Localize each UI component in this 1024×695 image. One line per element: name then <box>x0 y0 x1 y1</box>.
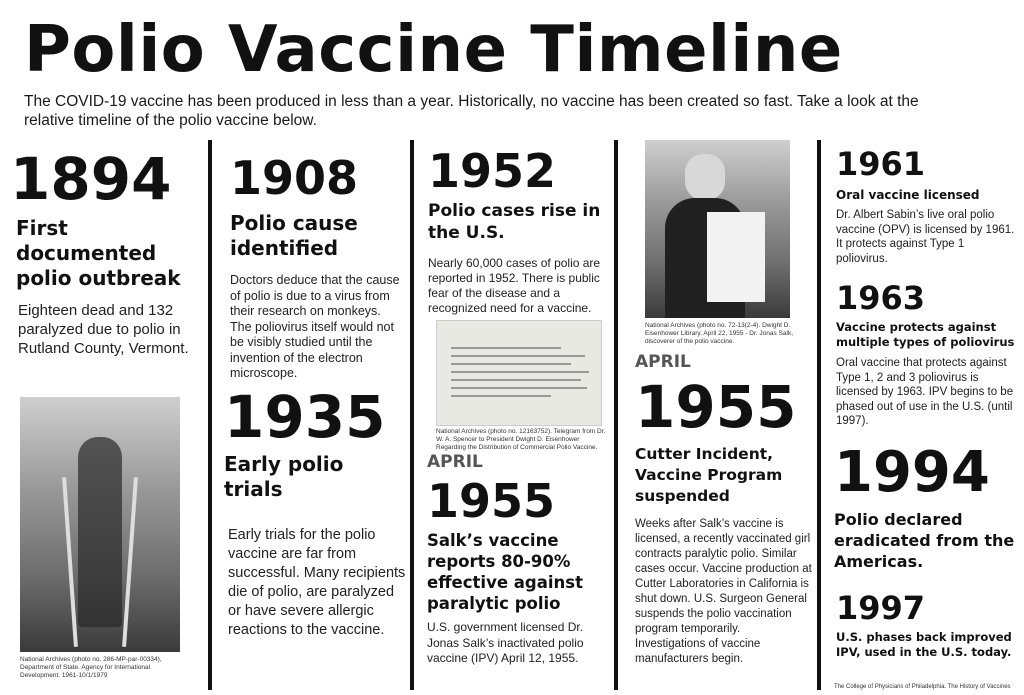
event-year: 1955 <box>427 474 556 528</box>
column-divider <box>614 140 618 690</box>
event-text: Dr. Albert Sabin’s live oral polio vaccine (OPV) is licensed by 1961. It protects against Type 1 poliovirus. <box>836 209 1015 265</box>
column-divider <box>817 140 821 690</box>
event-1952 <box>428 144 610 316</box>
document-line <box>451 379 581 381</box>
event-heading: Polio cause identified <box>230 211 358 260</box>
event-text: Nearly 60,000 cases of polio are reported in 1952. There is public fear of the disease and a recognized need for a vaccine. <box>428 256 601 315</box>
event-month: APRIL <box>427 452 483 472</box>
telegram-document-image <box>436 320 602 426</box>
intro-text: The COVID-19 vaccine has been produced in less than a year. Historically, no vaccine has been created so fast. Take a look at the relative timeline of the polio vaccine below. <box>24 93 919 129</box>
photo-crutch <box>122 477 138 647</box>
event-text: Eighteen dead and 132 paralyzed due to polio in Rutland County, Vermont. <box>18 302 189 357</box>
document-caption: National Archives (photo no. 12163752). Telegram from Dr. W. A. Spencer to President Dwight D. Eisenhower Regarding the Distribution of Commercial Polio Vaccine. <box>436 428 606 451</box>
document-line <box>451 387 587 389</box>
page-title: Polio Vaccine Timeline <box>24 13 843 87</box>
event-year: 1997 <box>836 589 926 627</box>
column-divider <box>410 140 414 690</box>
event-1955-cutter <box>635 352 813 667</box>
event-heading: Polio cases rise in the U.S. <box>428 201 601 243</box>
photo-figure <box>78 437 122 627</box>
event-1955-april <box>427 452 612 667</box>
event-text: U.S. government licensed Dr. Jonas Salk’s inactivated polio vaccine (IPV) April 12, 1955. <box>427 620 584 665</box>
photo-figure <box>685 154 725 200</box>
event-heading: Vaccine protects against multiple types of poliovirus <box>836 320 1015 349</box>
event-year: 1952 <box>428 144 557 198</box>
event-heading: First documented polio outbreak <box>16 216 181 290</box>
event-year: 1994 <box>834 440 990 505</box>
column-divider <box>208 140 212 690</box>
event-1997 <box>836 589 1018 660</box>
event-text: Oral vaccine that protects against Type 1, 2 and 3 poliovirus is licensed by 1963. IPV begins to be phased out of use in the U.S. (until 1997). <box>836 357 1014 427</box>
event-heading: Salk’s vaccine reports 80-90% effective against paralytic polio <box>427 531 583 613</box>
footer-credit: The College of Physicians of Philadelphia. The History of Vaccines <box>834 684 1011 690</box>
photo-document <box>707 212 765 302</box>
event-month: APRIL <box>635 352 691 372</box>
document-line <box>451 395 551 397</box>
document-line <box>451 363 571 365</box>
event-1963 <box>836 279 1018 429</box>
event-1935 <box>224 383 406 640</box>
event-heading: Early polio trials <box>224 452 344 501</box>
document-line <box>451 371 589 373</box>
event-year: 1935 <box>224 383 386 451</box>
document-line <box>451 347 561 349</box>
event-heading: Oral vaccine licensed <box>836 188 980 202</box>
event-heading: Polio declared eradicated from the Americas. <box>834 510 1015 571</box>
document-line <box>451 355 585 357</box>
event-1908 <box>230 151 405 382</box>
event-year: 1908 <box>230 151 359 205</box>
photo-caption: National Archives (photo no. 72-13(2-4). Dwight D. Eisenhower Library. April 22, 1955 - Dr. Jonas Salk, discoverer of the polio vaccine. <box>645 322 794 345</box>
event-text: Early trials for the polio vaccine are far from successful. Many recipients die of polio, are paralyzed or have severe allergic reactions to the vaccine. <box>228 527 406 638</box>
boy-on-crutches-photo <box>20 397 180 652</box>
event-year: 1961 <box>836 145 926 183</box>
jonas-salk-photo <box>645 140 790 318</box>
event-heading: U.S. phases back improved IPV, used in the U.S. today. <box>836 630 1012 659</box>
event-1994 <box>834 440 1019 572</box>
photo-caption: National Archives (photo no. 286-MP-par-00334), Department of State. Agency for International Development. 1961-10/1/1979 <box>20 656 162 679</box>
event-heading: Cutter Incident, Vaccine Program suspended <box>635 445 783 505</box>
event-year: 1894 <box>10 145 172 213</box>
event-text: Weeks after Salk’s vaccine is licensed, a recently vaccinated girl contracts paralytic polio. Similar cases occur. Vaccine production at Cutter Laboratories in California is shut down. U.S. Surgeon General suspends the polio vaccination program temporarily. Investigations of vaccine manufacturers begin. <box>635 518 812 665</box>
event-1894 <box>10 145 205 358</box>
photo-crutch <box>62 477 78 647</box>
event-1961 <box>836 145 1016 266</box>
event-year: 1955 <box>635 373 797 441</box>
event-year: 1963 <box>836 279 926 317</box>
event-text: Doctors deduce that the cause of polio is due to a virus from their research on monkeys. The poliovirus itself would not be visibly studied until the invention of the electron microscope. <box>230 273 400 380</box>
